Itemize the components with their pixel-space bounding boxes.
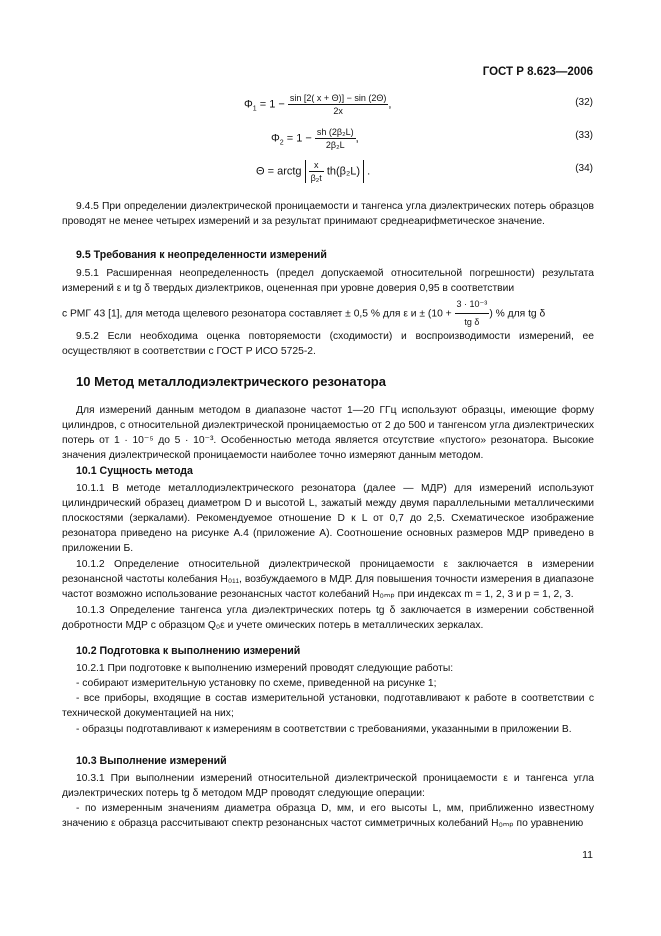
- list-item: - по измеренным значениям диаметра образца D, мм, и его высоты L, мм, приближенно известному значению ε образца рассчитывают спектр резонансных частот симметричных колебаний H₀ₘₚ по уравнению: [62, 803, 594, 830]
- heading-10: 10 Метод металлодиэлектрического резонатора: [76, 374, 386, 389]
- equation-32: $\Phi_1 = 1$ − $\frac{\sin [2( x + \Theta)] - \sin (2\Theta)}{2x}$ ,: [244, 93, 392, 116]
- eq32-lhs: Φ: [244, 98, 253, 111]
- standard-header: ГОСТ Р 8.623—2006: [482, 66, 593, 78]
- list-item: - собирают измерительную установку по схеме, приведенной на рисунке 1;: [76, 678, 437, 689]
- paragraph-10-1-2: 10.1.2 Определение относительной диэлектрической проницаемости ε заключается в измерении резонансной частоты колебания H₀₁₁, возбуждаемого в МДР. Для повышения точности измерения в диапазоне частот возможно использование резонансных частот колебаний H₀ₘₚ при индексах m = 1, 2, 3 и p = 1, 2, 3.: [62, 559, 594, 601]
- paragraph-10-1-3: 10.1.3 Определение тангенса угла диэлектрических потерь tg δ заключается в измерении собственной добротности МДР с образцом Q₀ε и учете омических потерь в металлических зеркалах.: [62, 605, 594, 632]
- paragraph-10-1-1: 10.1.1 В методе металлодиэлектрического резонатора (далее — МДР) для измерений используют цилиндрический образец диаметром D и высотой L, зажатый между двумя параллельными металлическими плоскостями (зеркалами). Рекомендуемое отношение D к L от 0,7 до 2,5. Схематическое изображение резонатора приведено на рисунке А.4 (приложение А). Соотношение основных размеров МДР приведено в приложении Б.: [62, 483, 594, 555]
- equation-34: Θ = arctg $\frac{x}{\text{β₂t}}$ th(β₂L) .: [256, 160, 371, 183]
- equation-33-number: (33): [575, 130, 593, 141]
- page-number: 11: [582, 849, 593, 861]
- paragraph-9-5-1-formula-line: с РМГ 43 [1], для метода щелевого резонатора составляет ± 0,5 % для ε и ± (10 + $\frac{\text{3 · 10⁻³}}{\text{tg δ}}$ ) % для tg δ: [62, 297, 594, 330]
- equation-33: $\Phi_2 = 1$ − $\frac{\text{sh (2β₂L)}}{\text{2β₂L}}$ ,: [271, 127, 359, 150]
- paragraph-10-2-1: 10.2.1 При подготовке к выполнению измерений проводят следующие работы:: [76, 663, 454, 674]
- equation-32-number: (32): [575, 97, 593, 108]
- paragraph-9-5-2: 9.5.2 Если необходима оценка повторяемости (сходимости) и воспроизводимости измерений, ее осуществляют в соответствии с ГОСТ Р ИСО 5725-2.: [62, 331, 594, 358]
- heading-10-1: 10.1 Сущность метода: [76, 465, 193, 477]
- paragraph-10-3-1: 10.3.1 При выполнении измерений относительной диэлектрической проницаемости ε и тангенса угла диэлектрических потерь tg δ методом МДР проводят следующие операции:: [62, 773, 594, 800]
- eq33-fraction: $\frac{\text{sh (2β₂L)}}{\text{2β₂L}}$: [316, 127, 354, 150]
- list-item: - образцы подготавливают к измерениям в соответствии с требованиями, указанными в приложении В.: [76, 724, 572, 735]
- paragraph-10-intro: Для измерений данным методом в диапазоне частот 1—20 ГГц используют образцы, имеющие форму цилиндров, с относительной диэлектрической проницаемостью от 2 до 500 и тангенсом угла диэлектрических потерь от 1 · 10⁻⁵ до 5 · 10⁻³. Особенностью метода является отсутствие «пустого» резонатора. Высокие значения диэлектрической проницаемости наиболее точно измеряют данным методом.: [62, 405, 594, 462]
- paragraph-9-5-1: 9.5.1 Расширенная неопределенность (предел допускаемой относительной погрешности) результата измерений ε и tg δ твердых диэлектриков, оцененная при уровне доверия 0,95 в соответствии: [62, 268, 594, 295]
- heading-10-3: 10.3 Выполнение измерений: [76, 755, 227, 767]
- heading-9-5: 9.5 Требования к неопределенности измерений: [76, 249, 327, 261]
- paragraph-9-4-5: 9.4.5 При определении диэлектрической проницаемости и тангенса угла диэлектрических потерь образцов проводят не менее четырех измерений и за результат принимают среднеарифметическое значение.: [62, 201, 594, 228]
- eq34-bracket: $\frac{x}{\text{β₂t}}$ th(β₂L): [305, 160, 364, 183]
- eq32-fraction: $\frac{\sin [2( x + \Theta)] - \sin (2\Theta)}{2x}$: [289, 93, 387, 116]
- equation-34-number: (34): [575, 163, 593, 174]
- list-item: - все приборы, входящие в состав измерительной установки, подготавливают к работе в соответствии с технической документацией на них;: [62, 693, 594, 720]
- uncertainty-fraction: $\frac{\text{3 · 10⁻³}}{\text{tg δ}}$: [456, 299, 488, 328]
- heading-10-2: 10.2 Подготовка к выполнению измерений: [76, 645, 301, 657]
